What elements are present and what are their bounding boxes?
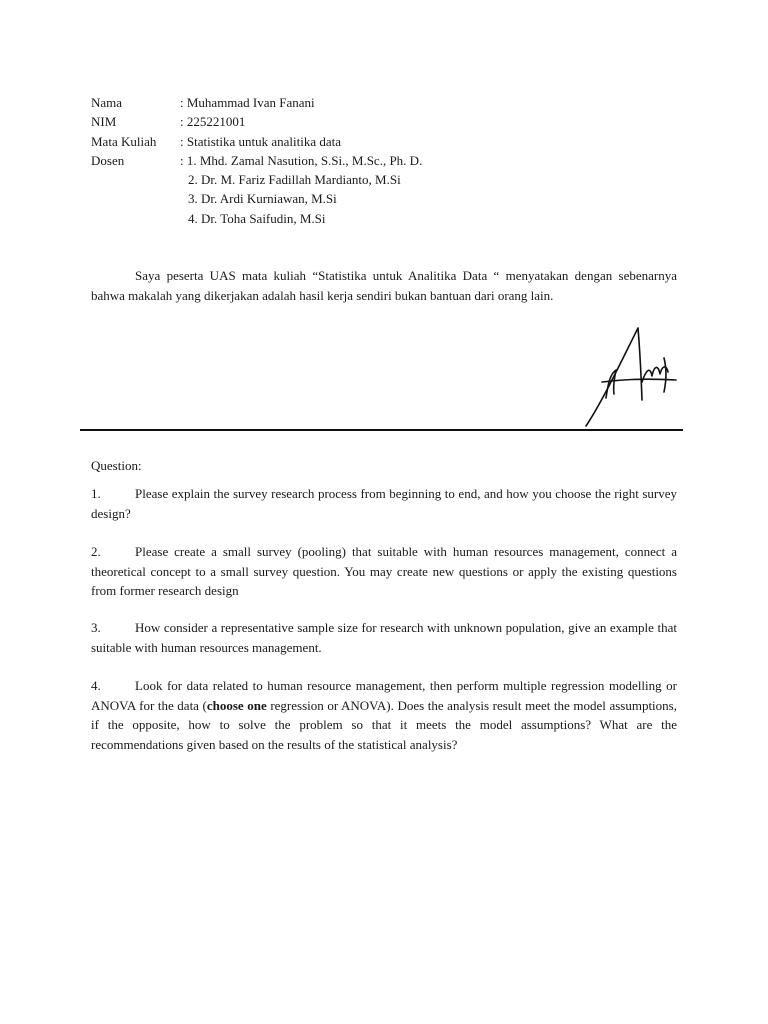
question-item	[91, 542, 677, 601]
nama-label: Nama	[91, 95, 123, 110]
info-row-mata-kuliah	[91, 132, 422, 151]
question-text-start: Look for data related to human resource management, then perform multiple regression modelling or ANOVA for the data (	[91, 678, 677, 713]
question-text: How consider a representative sample size for research with unknown population, give an example that suitable with human resources management.	[91, 620, 677, 655]
question-item	[91, 676, 677, 754]
dosen-item: 2. Dr. M. Fariz Fadillah Mardianto, M.Si	[188, 172, 401, 188]
dosen-label: Dosen	[91, 152, 125, 168]
nama-value: : Muhammad Ivan Fanani	[180, 95, 315, 110]
info-row-nama	[91, 93, 422, 112]
question-text: Please create a small survey (pooling) that suitable with human resources management, connect a theoretical concept to a small survey question. You may create new questions or apply the existing questions from former research design	[91, 544, 677, 598]
question-number: 4.	[91, 678, 101, 693]
info-row-dosen-3	[91, 189, 422, 208]
question-number: 3.	[91, 620, 101, 635]
divider-line	[80, 429, 683, 431]
dosen-item: : 1. Mhd. Zamal Nasution, S.Si., M.Sc., Ph. D.	[180, 152, 423, 168]
signature-image	[580, 322, 680, 430]
info-row-nim	[91, 112, 422, 131]
dosen-item: 4. Dr. Toha Saifudin, M.Si	[188, 210, 326, 226]
question-number: 1.	[91, 486, 101, 501]
question-heading: Question:	[91, 458, 142, 473]
question-emphasis: choose one	[206, 697, 267, 713]
nim-label: NIM	[91, 114, 117, 130]
mata-kuliah-value: : Statistika untuk analitika data	[180, 133, 342, 149]
question-text: Please explain the survey research process from beginning to end, and how you choose the right survey design?	[91, 486, 677, 521]
declaration-statement: Saya peserta UAS mata kuliah “Statistika untuk Analitika Data “ menyatakan dengan sebenarnya bahwa makalah yang dikerjakan adalah hasil kerja sendiri bukan bantuan dari orang lain.	[91, 268, 677, 303]
nim-value: : 225221001	[180, 114, 246, 130]
dosen-item: 3. Dr. Ardi Kurniawan, M.Si	[188, 191, 337, 207]
student-info	[91, 93, 422, 228]
info-row-dosen	[91, 151, 422, 170]
info-row-dosen-2	[91, 170, 422, 189]
mata-kuliah-label: Mata Kuliah	[91, 133, 157, 149]
info-row-dosen-4	[91, 209, 422, 228]
question-text-end: regression or ANOVA). Does the analysis result meet the model assumptions, if the opposite, how to solve the problem so that it meets the model assumptions? What are the recommendations given based on the results of the statistical analysis?	[91, 697, 677, 752]
question-item	[91, 484, 677, 523]
question-number: 2.	[91, 544, 101, 559]
question-item	[91, 618, 677, 657]
